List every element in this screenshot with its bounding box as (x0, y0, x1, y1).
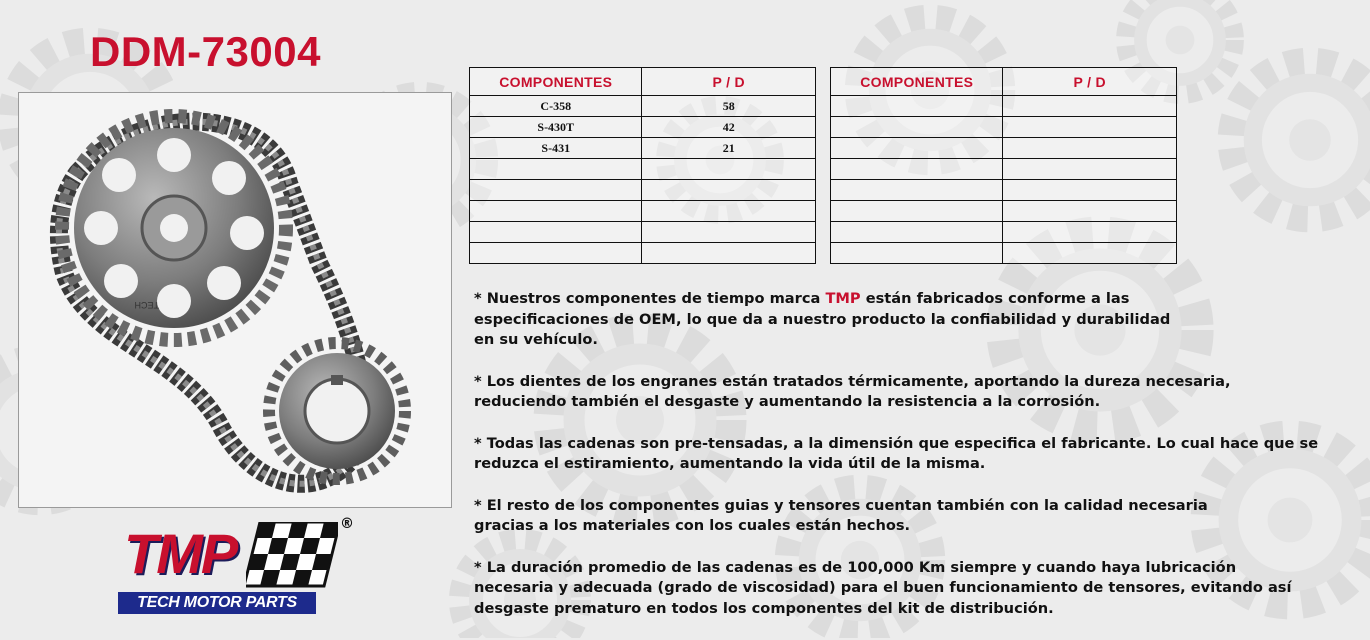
logo-tagline: TECH MOTOR PARTS (118, 592, 316, 614)
note-text: reduzca el estiramiento, aumentando la vida útil de la misma. (474, 455, 986, 472)
note-duration (474, 558, 1364, 620)
cell-pd (1003, 222, 1177, 243)
note-text: desgaste prematuro en todos los componentes del kit de distribución. (474, 599, 1054, 617)
components-table-right (830, 67, 1177, 264)
note-tmp-oem (474, 289, 1364, 351)
cell-componente (470, 243, 642, 264)
cell-pd (1003, 96, 1177, 117)
cell-pd (642, 180, 816, 201)
cell-componente (470, 180, 642, 201)
table-row (831, 117, 1177, 138)
table-header-row (831, 68, 1177, 96)
cell-pd (642, 201, 816, 222)
cell-pd (642, 243, 816, 264)
cell-componente (470, 222, 642, 243)
table-row (470, 201, 816, 222)
cell-componente (831, 117, 1003, 138)
note-chains (474, 434, 1364, 475)
cell-componente (831, 138, 1003, 159)
table-row (831, 138, 1177, 159)
note-text: * La duración promedio de las cadenas es de 100,000 Km siempre y cuando haya lubricación (474, 558, 1237, 576)
header-componentes: COMPONENTES (470, 68, 642, 96)
table-row (470, 180, 816, 201)
note-text: en su vehículo. (474, 331, 598, 348)
table-row (470, 138, 816, 159)
table-row (470, 159, 816, 180)
note-text: gracias a los materiales con los cuales están hechos. (474, 517, 911, 534)
brand-name: TMP (825, 290, 861, 307)
cell-componente (831, 243, 1003, 264)
table-row (831, 180, 1177, 201)
cell-pd (1003, 159, 1177, 180)
product-notes (474, 289, 1364, 640)
note-guides (474, 496, 1364, 537)
cell-componente: C-358 (470, 96, 642, 117)
table-row (470, 117, 816, 138)
table-row (831, 96, 1177, 117)
header-componentes: COMPONENTES (831, 68, 1003, 96)
table-row (831, 243, 1177, 264)
table-row (831, 159, 1177, 180)
registered-mark: ® (340, 516, 354, 532)
header-pd: P / D (1003, 68, 1177, 96)
checkered-flag-icon (246, 522, 338, 592)
header-pd: P / D (642, 68, 816, 96)
cell-componente (831, 222, 1003, 243)
cell-pd (1003, 180, 1177, 201)
cell-pd: 58 (642, 96, 816, 117)
cell-pd (1003, 138, 1177, 159)
table-row (470, 243, 816, 264)
note-gear-teeth (474, 372, 1364, 413)
note-text: * Todas las cadenas son pre-tensadas, a la dimensión que especifica el fabricante. Lo cual hace que se (474, 434, 1319, 452)
note-text: especificaciones de OEM, lo que da a nuestro producto la confiabilidad y durabilidad (474, 310, 1171, 328)
cell-pd (1003, 201, 1177, 222)
cell-pd (1003, 243, 1177, 264)
note-text: reduciendo también el desgaste y aumentando la resistencia a la corrosión. (474, 393, 1101, 410)
page-title: DDM-73004 (90, 28, 321, 75)
cell-pd: 42 (642, 117, 816, 138)
table-row (470, 96, 816, 117)
note-text: * El resto de los componentes guias y tensores cuentan también con la calidad necesaria (474, 496, 1208, 514)
cell-pd (642, 159, 816, 180)
cell-componente (831, 159, 1003, 180)
cell-componente (831, 180, 1003, 201)
note-text: necesaria y adecuada (grado de viscosidad) para el buen funcionamiento de tensores, evitando así (474, 579, 1292, 596)
cell-componente (831, 96, 1003, 117)
cell-componente (831, 201, 1003, 222)
table-row (831, 201, 1177, 222)
table-row (470, 222, 816, 243)
timing-chain-kit-icon (19, 93, 451, 507)
table-header-row (470, 68, 816, 96)
cell-componente: S-431 (470, 138, 642, 159)
cell-pd (1003, 117, 1177, 138)
gear-label-tech: TECH (134, 300, 159, 310)
cell-componente: S-430T (470, 117, 642, 138)
cell-componente (470, 201, 642, 222)
note-text: * Los dientes de los engranes están tratados térmicamente, aportando la dureza necesaria, (474, 372, 1231, 390)
product-photo (18, 92, 452, 508)
tmp-logo (118, 516, 358, 618)
logo-wordmark: TMP (124, 522, 237, 585)
note-text: están fabricados conforme a las (860, 290, 1130, 307)
cell-componente (470, 159, 642, 180)
note-text: * Nuestros componentes de tiempo marca (474, 290, 826, 307)
cell-pd: 21 (642, 138, 816, 159)
components-table-left (469, 67, 816, 264)
cell-pd (642, 222, 816, 243)
table-row (831, 222, 1177, 243)
